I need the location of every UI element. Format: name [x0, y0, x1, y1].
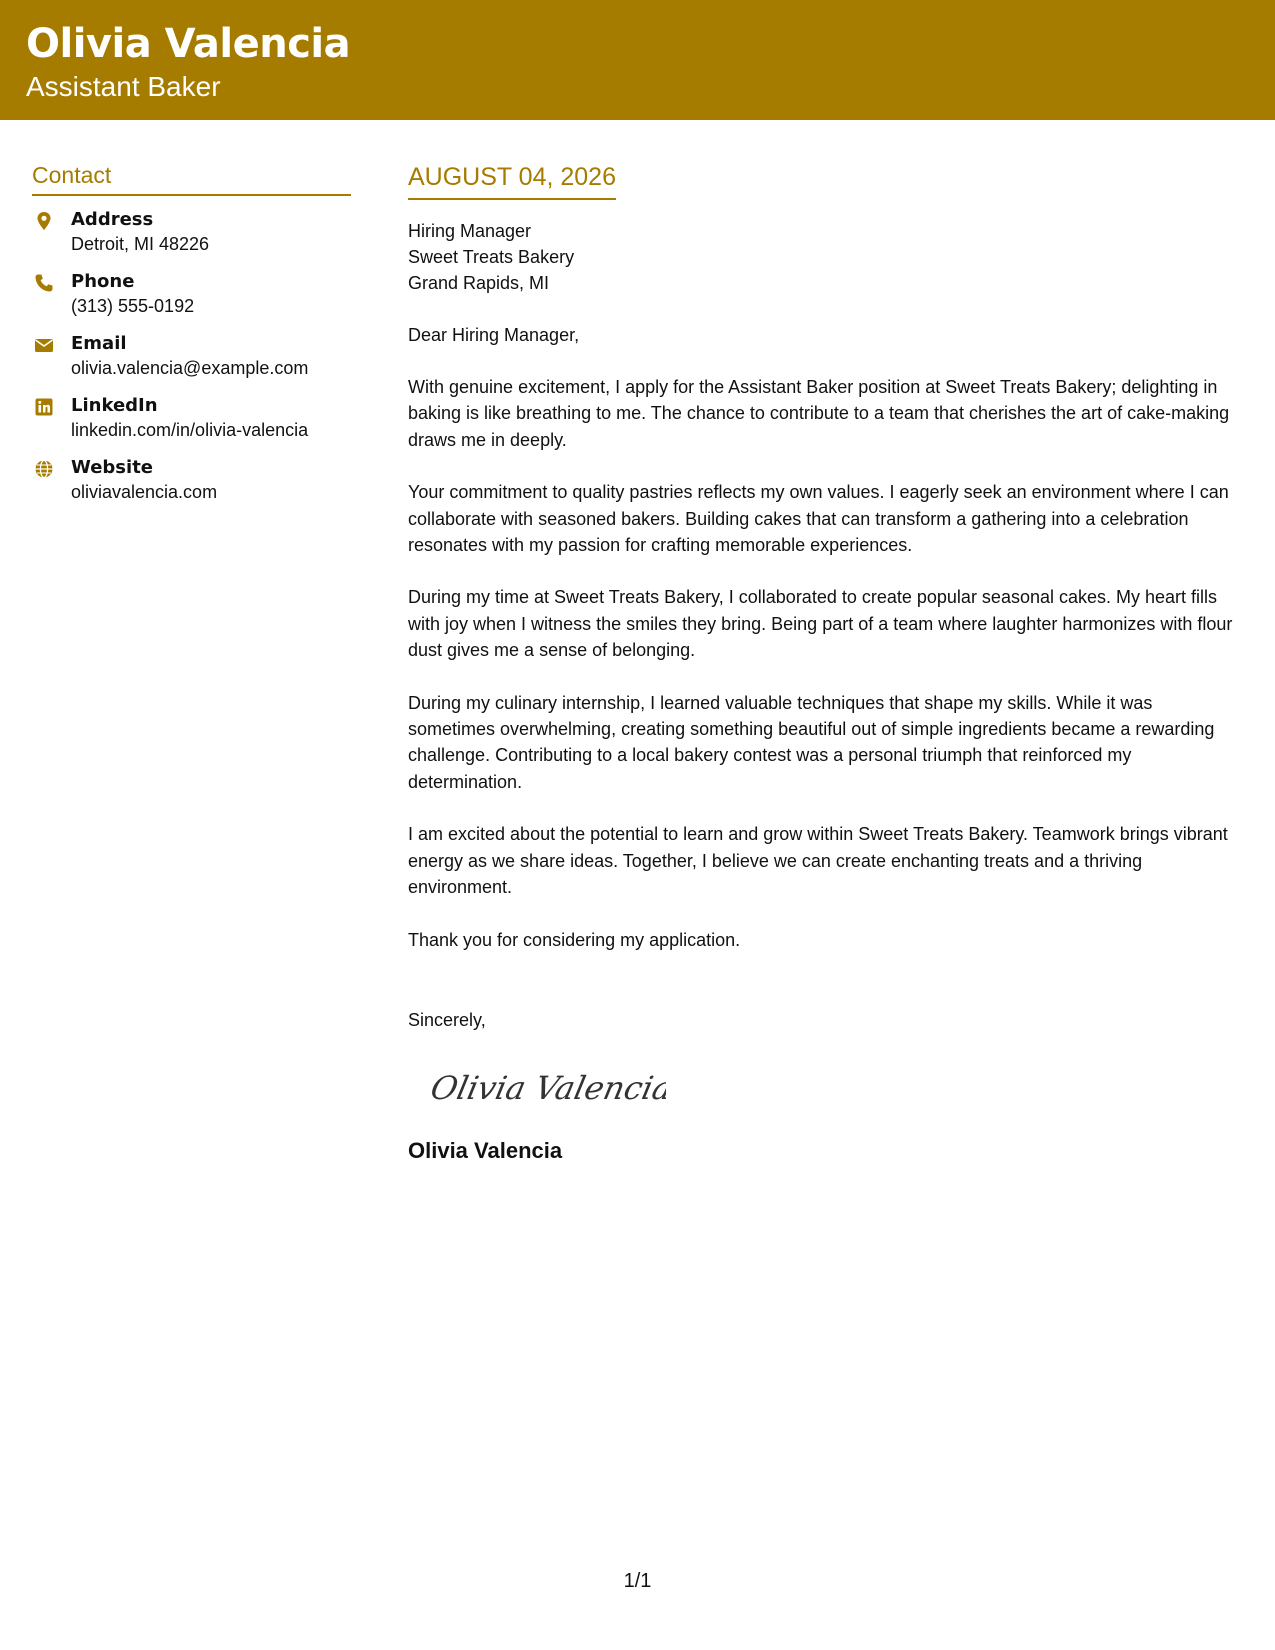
closing: Sincerely,	[408, 1009, 486, 1030]
contact-label: Address	[71, 208, 154, 230]
contact-sidebar	[32, 162, 351, 518]
paragraph: During my time at Sweet Treats Bakery, I collaborated to create popular seasonal cakes. My heart fills with joy when I witness the smiles they bring. Being part of a team where laughter harmonizes with flour dust gives me a sense of belonging.	[408, 587, 1233, 661]
map-pin-icon	[34, 211, 54, 231]
recipient-line: Sweet Treats Bakery	[408, 247, 575, 267]
header-banner	[0, 0, 1275, 120]
address-value: Detroit, MI 48226	[71, 233, 210, 254]
contact-item-linkedin	[32, 394, 351, 442]
website-value: oliviavalencia.com	[71, 481, 218, 502]
contact-label: Website	[71, 456, 154, 478]
contact-item-address	[32, 208, 351, 256]
letter-body	[408, 162, 1238, 1165]
applicant-name: Olivia Valencia	[26, 21, 351, 67]
paragraph: With genuine excitement, I apply for the Assistant Baker position at Sweet Treats Bakery; delighting in baking is like breathing to me. The chance to contribute to a team that cherishes the art of cake-making draws me in deeply.	[408, 377, 1230, 450]
recipient-line: Hiring Manager	[408, 221, 532, 241]
paragraph: Thank you for considering my application.	[408, 929, 741, 950]
phone-icon	[34, 273, 54, 293]
contact-item-website	[32, 456, 351, 504]
greeting: Dear Hiring Manager,	[408, 325, 580, 345]
contact-label: Email	[71, 332, 127, 354]
email-value: olivia.valencia@example.com	[71, 357, 309, 378]
globe-icon	[34, 459, 54, 479]
linkedin-value: linkedin.com/in/olivia-valencia	[71, 419, 309, 440]
linkedin-icon	[34, 397, 54, 417]
handwritten-signature	[426, 1057, 666, 1117]
paragraph: During my culinary internship, I learned valuable techniques that shape my skills. While it was sometimes overwhelming, creating something beautiful out of simple ingredients became a rewarding challenge. Contributing to a local bakery contest was a personal triumph that reinforced my determination.	[408, 692, 1215, 792]
paragraph: I am excited about the potential to learn and grow within Sweet Treats Bakery. Teamwork brings vibrant energy as we share ideas. Together, I believe we can create enchanting treats and a thriving environment.	[408, 824, 1228, 898]
page-number: 1/1	[623, 1570, 652, 1592]
contact-section-title: Contact	[32, 162, 351, 196]
contact-label: LinkedIn	[71, 394, 158, 416]
paragraph: Your commitment to quality pastries reflects my own values. I eagerly seek an environment where I can collaborate with seasoned bakers. Building cakes that can transform a gathering into a celebration resonates with my passion for crafting memorable experiences.	[408, 482, 1229, 556]
contact-item-email	[32, 332, 351, 380]
applicant-role: Assistant Baker	[26, 71, 221, 102]
contact-item-phone	[32, 270, 351, 318]
signed-name: Olivia Valencia	[408, 1137, 563, 1163]
recipient-block	[408, 218, 1238, 296]
letter-date: AUGUST 04, 2026	[408, 162, 616, 200]
signature-glyphs: Olivia Valencia	[427, 1069, 666, 1107]
contact-label: Phone	[71, 270, 135, 292]
phone-value: (313) 555-0192	[71, 295, 195, 316]
envelope-icon	[34, 335, 54, 355]
recipient-line: Grand Rapids, MI	[408, 273, 550, 293]
